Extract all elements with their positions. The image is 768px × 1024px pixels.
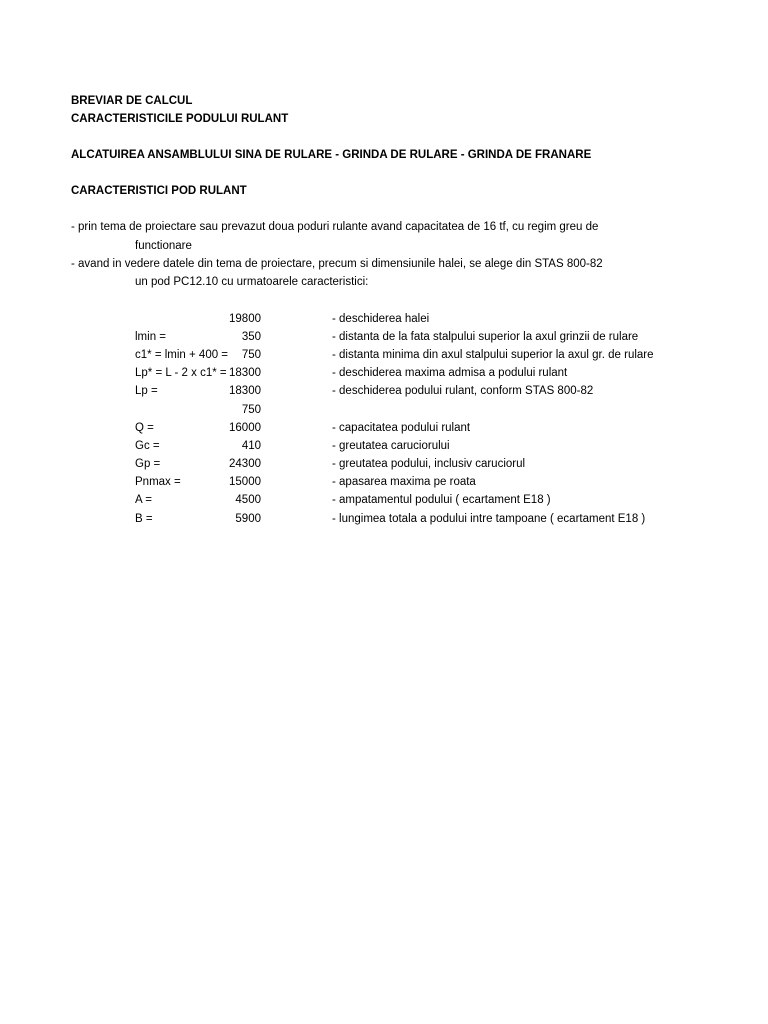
param-value: 350 xyxy=(241,331,261,343)
document-subtitle: CARACTERISTICILE PODULUI RULANT xyxy=(71,113,289,125)
param-label: lmin = xyxy=(135,331,166,343)
param-label: Gp = xyxy=(135,458,161,470)
paragraph-1-line-2: functionare xyxy=(135,240,192,252)
param-label: c1* = lmin + 400 = xyxy=(135,349,229,361)
param-value: 24300 xyxy=(229,458,261,470)
param-value: 750 xyxy=(241,404,261,416)
param-value: 5900 xyxy=(235,513,261,525)
paragraph-2-line-1: - avand in vedere datele din tema de proiectare, precum si dimensiunile halei, se alege din STAS 800-82 xyxy=(71,258,603,270)
section-heading-assembly: ALCATUIREA ANSAMBLULUI SINA DE RULARE - GRINDA DE RULARE - GRINDA DE FRANARE xyxy=(71,149,592,161)
param-desc: - distanta de la fata stalpului superior la axul grinzii de rulare xyxy=(332,331,639,343)
param-value: 4500 xyxy=(235,494,261,506)
section-heading-crane: CARACTERISTICI POD RULANT xyxy=(71,185,247,197)
param-desc: - distanta minima din axul stalpului superior la axul gr. de rulare xyxy=(332,349,654,361)
param-label: Pnmax = xyxy=(135,476,181,488)
param-value: 19800 xyxy=(229,313,261,325)
param-label: A = xyxy=(135,494,152,506)
param-desc: - greutatea podului, inclusiv caruciorul xyxy=(332,458,526,470)
param-value: 16000 xyxy=(229,422,261,434)
param-desc: - capacitatea podului rulant xyxy=(332,422,471,434)
param-value: 18300 xyxy=(229,385,261,397)
param-value: 410 xyxy=(241,440,261,452)
param-desc: - deschiderea maxima admisa a podului rulant xyxy=(332,367,568,379)
param-desc: - lungimea totala a podului intre tampoane ( ecartament E18 ) xyxy=(332,513,646,525)
document-title: BREVIAR DE CALCUL xyxy=(71,95,193,107)
param-label: Lp = xyxy=(135,385,158,397)
param-value: 15000 xyxy=(229,476,261,488)
paragraph-1-line-1: - prin tema de proiectare sau prevazut doua poduri rulante avand capacitatea de 16 tf, cu regim greu de xyxy=(71,221,599,233)
param-desc: - ampatamentul podului ( ecartament E18 ) xyxy=(332,494,551,506)
param-label: Q = xyxy=(135,422,154,434)
param-label: Gc = xyxy=(135,440,160,452)
param-desc: - deschiderea halei xyxy=(332,313,430,325)
param-desc: - greutatea caruciorului xyxy=(332,440,450,452)
param-label: Lp* = L - 2 x c1* = xyxy=(135,367,227,379)
param-value: 18300 xyxy=(229,367,261,379)
paragraph-2-line-2: un pod PC12.10 cu urmatoarele caracteristici: xyxy=(135,276,369,288)
param-value: 750 xyxy=(241,349,261,361)
param-desc: - apasarea maxima pe roata xyxy=(332,476,476,488)
param-desc: - deschiderea podului rulant, conform STAS 800-82 xyxy=(332,385,594,397)
param-label: B = xyxy=(135,513,153,525)
